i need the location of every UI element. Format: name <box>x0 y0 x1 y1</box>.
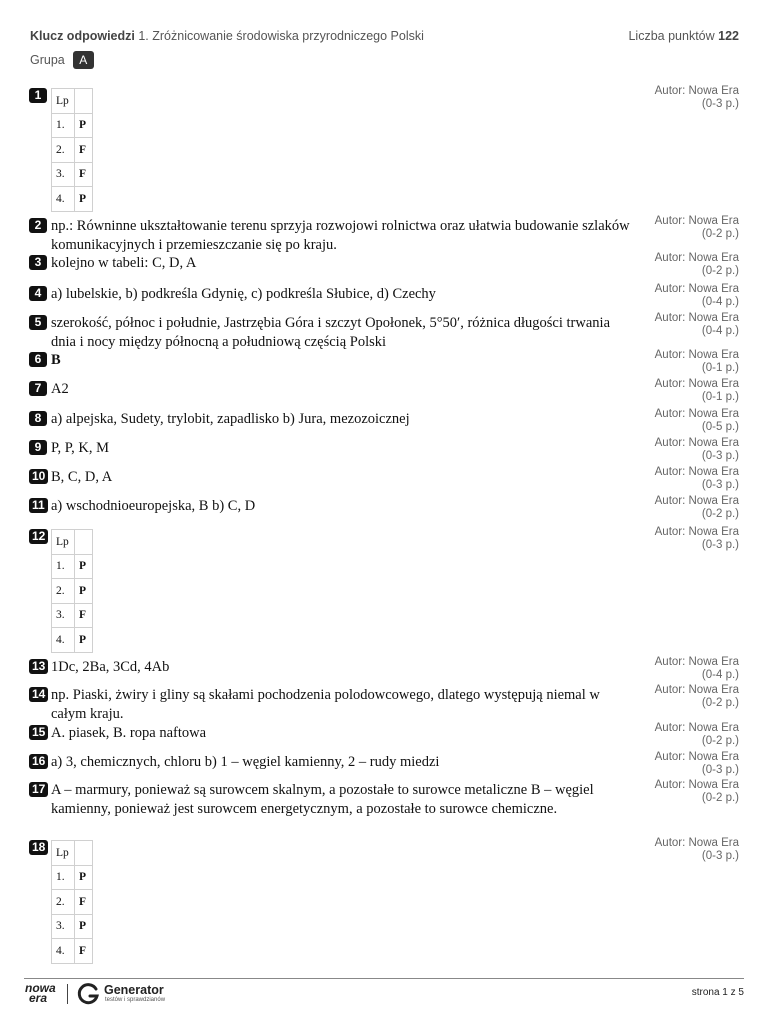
table-row: 3. P <box>52 914 93 939</box>
points-range: (0-3 p.) <box>701 479 739 491</box>
question-number-badge: 15 <box>29 725 48 740</box>
answer-text: P, P, K, M <box>51 440 110 456</box>
author-label: Autor: Nowa Era <box>654 312 739 324</box>
points-range: (0-2 p.) <box>701 228 739 240</box>
question-number-badge: 6 <box>29 352 47 367</box>
nowa-era-logo <box>25 983 56 1003</box>
points-range: (0-2 p.) <box>701 697 739 709</box>
points-value: 122 <box>718 29 739 43</box>
question-meta <box>655 312 739 338</box>
true-false-table <box>51 529 93 653</box>
logo-separator <box>67 984 68 1004</box>
author-label: Autor: Nowa Era <box>654 252 739 264</box>
generator-subtitle: testów i sprawdzianów <box>105 997 166 1003</box>
author-label: Autor: Nowa Era <box>654 779 739 791</box>
points-range: (0-1 p.) <box>701 391 739 403</box>
author-label: Autor: Nowa Era <box>654 283 739 295</box>
author-label: Autor: Nowa Era <box>654 656 739 668</box>
answer-text: A. piasek, B. ropa naftowa <box>51 725 207 741</box>
points-range: (0-1 p.) <box>701 362 739 374</box>
table-header-row <box>52 89 93 114</box>
table-row: 4. P <box>52 187 93 212</box>
question-meta <box>655 408 739 434</box>
question-number-badge: 13 <box>29 659 48 674</box>
author-label: Autor: Nowa Era <box>654 408 739 420</box>
question-number-badge: 10 <box>29 469 48 484</box>
generator-g-icon <box>77 982 101 1006</box>
question-number-badge: 9 <box>29 440 47 455</box>
points-range: (0-2 p.) <box>701 265 739 277</box>
answer-text: kolejno w tabeli: C, D, A <box>51 255 197 271</box>
table-row: 1. P <box>52 113 93 138</box>
question-number-badge: 11 <box>29 498 48 513</box>
group-row <box>30 51 94 69</box>
author-label: Autor: Nowa Era <box>654 751 739 763</box>
points-range: (0-3 p.) <box>701 764 739 776</box>
question-meta <box>655 252 739 278</box>
answer-text: B <box>51 352 61 368</box>
question-meta <box>655 779 739 805</box>
author-label: Autor: Nowa Era <box>654 85 739 97</box>
points-label: Liczba punktów <box>628 29 715 43</box>
question-number-badge: 16 <box>29 754 48 769</box>
true-false-table <box>51 88 93 212</box>
question-meta <box>655 437 739 463</box>
header-title-bold: Klucz odpowiedzi <box>30 29 135 43</box>
points-range: (0-3 p.) <box>701 539 739 551</box>
answer-text: A2 <box>51 381 69 397</box>
question-meta <box>655 85 739 111</box>
question-meta <box>655 684 739 710</box>
true-false-table <box>51 840 93 964</box>
question-number-badge: 8 <box>29 411 47 426</box>
header-title: 1. Zróżnicowanie środowiska przyrodniczego Polski <box>138 29 424 43</box>
logo-line-2: era <box>29 991 48 1005</box>
question-number-badge: 7 <box>29 381 47 396</box>
author-label: Autor: Nowa Era <box>654 526 739 538</box>
answer-text: A – marmury, ponieważ są surowcem skalnym, a pozostałe to surowce metaliczne B – węgiel kamienny, ponieważ jest surowcem energetycznym, a pozostałe to surowce chemiczne. <box>51 782 594 817</box>
group-badge: A <box>73 51 94 69</box>
author-label: Autor: Nowa Era <box>654 495 739 507</box>
question-number-badge: 18 <box>29 840 48 855</box>
table-header-row <box>52 841 93 866</box>
table-row: 1. P <box>52 554 93 579</box>
table-row: 4. P <box>52 628 93 653</box>
answer-text: szerokość, północ i południe, Jastrzębia Góra i szczyt Opołonek, 5°50′, różnica długości trwania dnia i nocy między północną a południową częścią Polski <box>51 315 611 350</box>
question-meta <box>655 283 739 309</box>
points-range: (0-2 p.) <box>701 735 739 747</box>
answer-text: a) 3, chemicznych, chloru b) 1 – węgiel kamienny, 2 – rudy miedzi <box>51 754 440 770</box>
points-range: (0-3 p.) <box>701 98 739 110</box>
answer-text: np. Piaski, żwiry i gliny są skałami pochodzenia polodowcowego, dlatego występują niemal w całym kraju. <box>51 687 600 722</box>
question-meta <box>655 466 739 492</box>
question-number-badge: 2 <box>29 218 47 233</box>
logo-line-1: nowa <box>25 981 56 995</box>
table-row: 3. F <box>52 603 93 628</box>
question-meta <box>655 526 739 552</box>
group-label: Grupa <box>30 53 65 67</box>
answer-text: a) alpejska, Sudety, trylobit, zapadlisko b) Jura, mezozoicznej <box>51 411 410 427</box>
answer-text: 1Dc, 2Ba, 3Cd, 4Ab <box>51 659 170 675</box>
author-label: Autor: Nowa Era <box>654 215 739 227</box>
table-row: 1. P <box>52 865 93 890</box>
table-row: 2. P <box>52 579 93 604</box>
question-number-badge: 1 <box>29 88 47 103</box>
table-row: 3. F <box>52 162 93 187</box>
points-range: (0-5 p.) <box>701 421 739 433</box>
points-range: (0-2 p.) <box>701 508 739 520</box>
points-range: (0-4 p.) <box>701 669 739 681</box>
points-range: (0-4 p.) <box>701 296 739 308</box>
generator-name: Generator <box>104 983 164 997</box>
table-row: 4. F <box>52 939 93 964</box>
question-meta <box>655 656 739 682</box>
table-header-row <box>52 530 93 555</box>
answer-text: np.: Równinne ukształtowanie terenu sprzyja rozwojowi rolnictwa oraz ułatwia budowanie szlaków komunikacyjnych i przemieszczanie się po kraju. <box>51 218 630 253</box>
footer-divider <box>24 978 744 979</box>
question-number-badge: 17 <box>29 782 48 797</box>
question-number-badge: 12 <box>29 529 48 544</box>
table-row: 2. F <box>52 890 93 915</box>
question-meta <box>655 751 739 777</box>
points-range: (0-3 p.) <box>701 450 739 462</box>
question-meta <box>655 215 739 241</box>
page-number: strona 1 z 5 <box>691 987 744 998</box>
question-number-badge: 5 <box>29 315 47 330</box>
author-label: Autor: Nowa Era <box>654 466 739 478</box>
author-label: Autor: Nowa Era <box>654 837 739 849</box>
page-header <box>30 29 739 43</box>
question-meta <box>655 349 739 375</box>
points-range: (0-2 p.) <box>701 792 739 804</box>
answer-text: a) lubelskie, b) podkreśla Gdynię, c) podkreśla Słubice, d) Czechy <box>51 286 436 302</box>
question-number-badge: 14 <box>29 687 48 702</box>
answer-text: B, C, D, A <box>51 469 113 485</box>
question-meta <box>655 722 739 748</box>
points-summary <box>628 29 739 43</box>
table-header-lp: Lp <box>52 89 75 114</box>
points-range: (0-3 p.) <box>701 850 739 862</box>
question-number-badge: 4 <box>29 286 47 301</box>
answer-text: a) wschodnioeuropejska, B b) C, D <box>51 498 256 514</box>
author-label: Autor: Nowa Era <box>654 378 739 390</box>
question-meta <box>655 495 739 521</box>
author-label: Autor: Nowa Era <box>654 349 739 361</box>
question-number-badge: 3 <box>29 255 47 270</box>
table-header-lp: Lp <box>52 841 75 866</box>
question-meta <box>655 378 739 404</box>
table-header-lp: Lp <box>52 530 75 555</box>
question-meta <box>655 837 739 863</box>
points-range: (0-4 p.) <box>701 325 739 337</box>
author-label: Autor: Nowa Era <box>654 437 739 449</box>
table-row: 2. F <box>52 138 93 163</box>
author-label: Autor: Nowa Era <box>654 722 739 734</box>
author-label: Autor: Nowa Era <box>654 684 739 696</box>
